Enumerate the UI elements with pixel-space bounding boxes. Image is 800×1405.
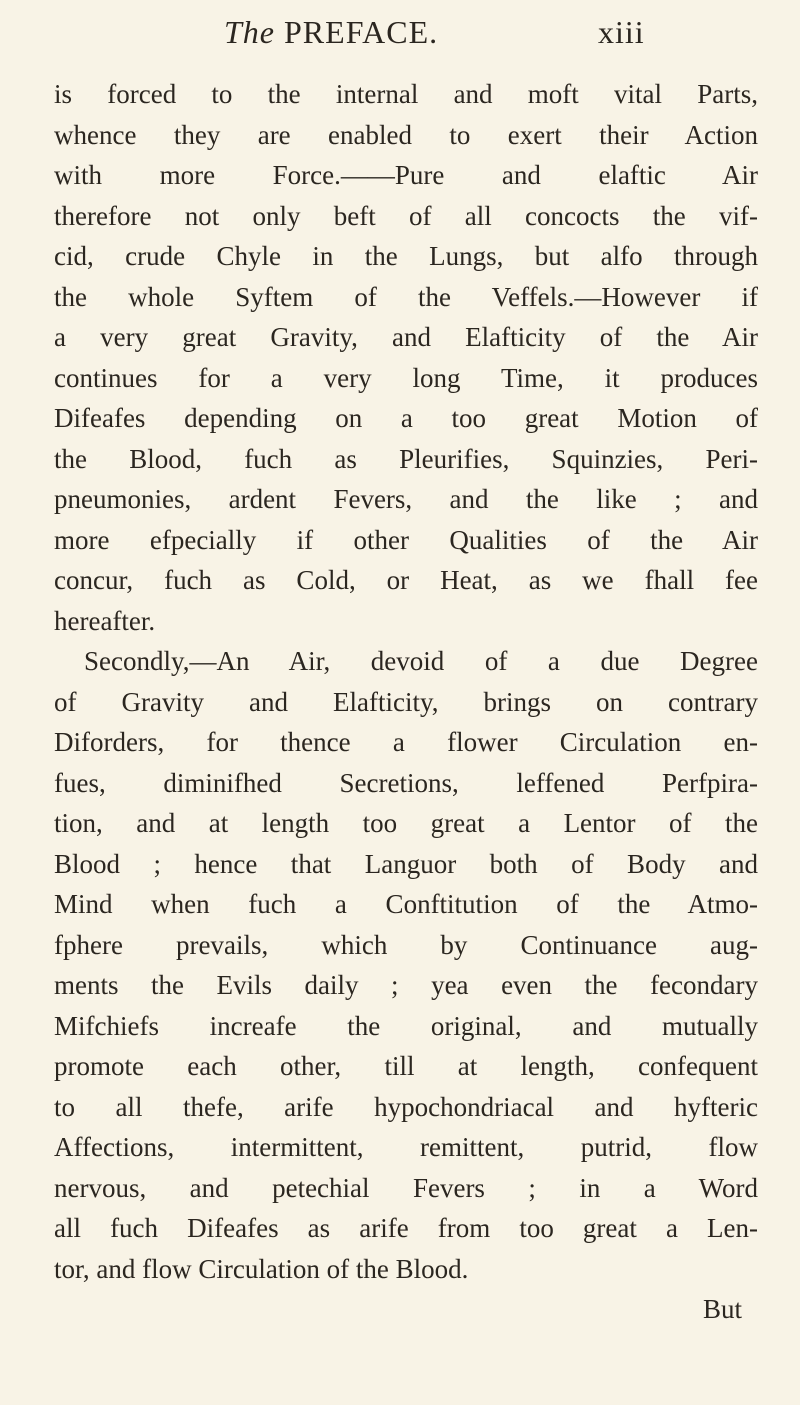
text-line: Diforders, for thence a flower Circulation en-	[54, 727, 758, 757]
text-line: is forced to the internal and moft vital Parts,	[54, 79, 758, 109]
text-line: with more Force.——Pure and elaftic Air	[54, 160, 758, 190]
text-line: the whole Syftem of the Veffels.—However if	[54, 281, 758, 312]
text-line: Blood ; hence that Languor both of Body and	[54, 848, 758, 879]
text-line: cid, crude Chyle in the Lungs, but alfo through	[54, 241, 758, 271]
text-line: Mind when fuch a Conftitution of the Atmo-	[54, 889, 758, 919]
text-line: all fuch Difeafes as arife from too great a Len-	[54, 1213, 758, 1243]
text-line: Secondly,—An Air, devoid of a due Degree	[84, 646, 758, 676]
page-number: xiii	[598, 14, 645, 50]
text-line: promote each other, till at length, confequent	[54, 1051, 758, 1081]
catchword: But	[702, 1294, 742, 1324]
running-title-italic: The	[224, 14, 275, 50]
text-line: of Gravity and Elafticity, brings on contrary	[54, 686, 758, 717]
text-line: tor, and flow Circulation of the Blood.	[54, 1253, 469, 1284]
text-line: more efpecially if other Qualities of the Air	[54, 524, 758, 555]
text-line: the Blood, fuch as Pleurifies, Squinzies, Peri-	[54, 443, 758, 474]
text-line: therefore not only beft of all concocts the vif-	[54, 200, 758, 231]
text-line: to all thefe, arife hypochondriacal and hyfteric	[54, 1091, 758, 1122]
text-line: nervous, and petechial Fevers ; in a Word	[54, 1172, 758, 1203]
running-title	[224, 14, 438, 51]
running-title-text: PREFACE.	[275, 14, 439, 50]
body-text	[54, 74, 758, 1330]
text-line: continues for a very long Time, it produces	[54, 362, 758, 393]
text-line: a very great Gravity, and Elafticity of the Air	[54, 322, 758, 352]
running-head	[0, 14, 800, 64]
text-line: tion, and at length too great a Lentor of the	[54, 808, 758, 838]
text-line: whence they are enabled to exert their Action	[54, 119, 758, 150]
text-line: fues, diminifhed Secretions, leffened Perfpira-	[54, 767, 758, 798]
text-line: concur, fuch as Cold, or Heat, as we fhall fee	[54, 565, 758, 595]
text-line: Mifchiefs increafe the original, and mutually	[54, 1010, 758, 1041]
text-line: ments the Evils daily ; yea even the fecondary	[54, 970, 758, 1000]
text-line: fphere prevails, which by Continuance aug-	[54, 929, 758, 960]
text-line: pneumonies, ardent Fevers, and the like ; and	[54, 484, 758, 514]
text-line: Affections, intermittent, remittent, putrid, flow	[54, 1132, 758, 1162]
text-line: hereafter.	[54, 605, 156, 636]
text-line: Difeafes depending on a too great Motion of	[54, 403, 758, 433]
